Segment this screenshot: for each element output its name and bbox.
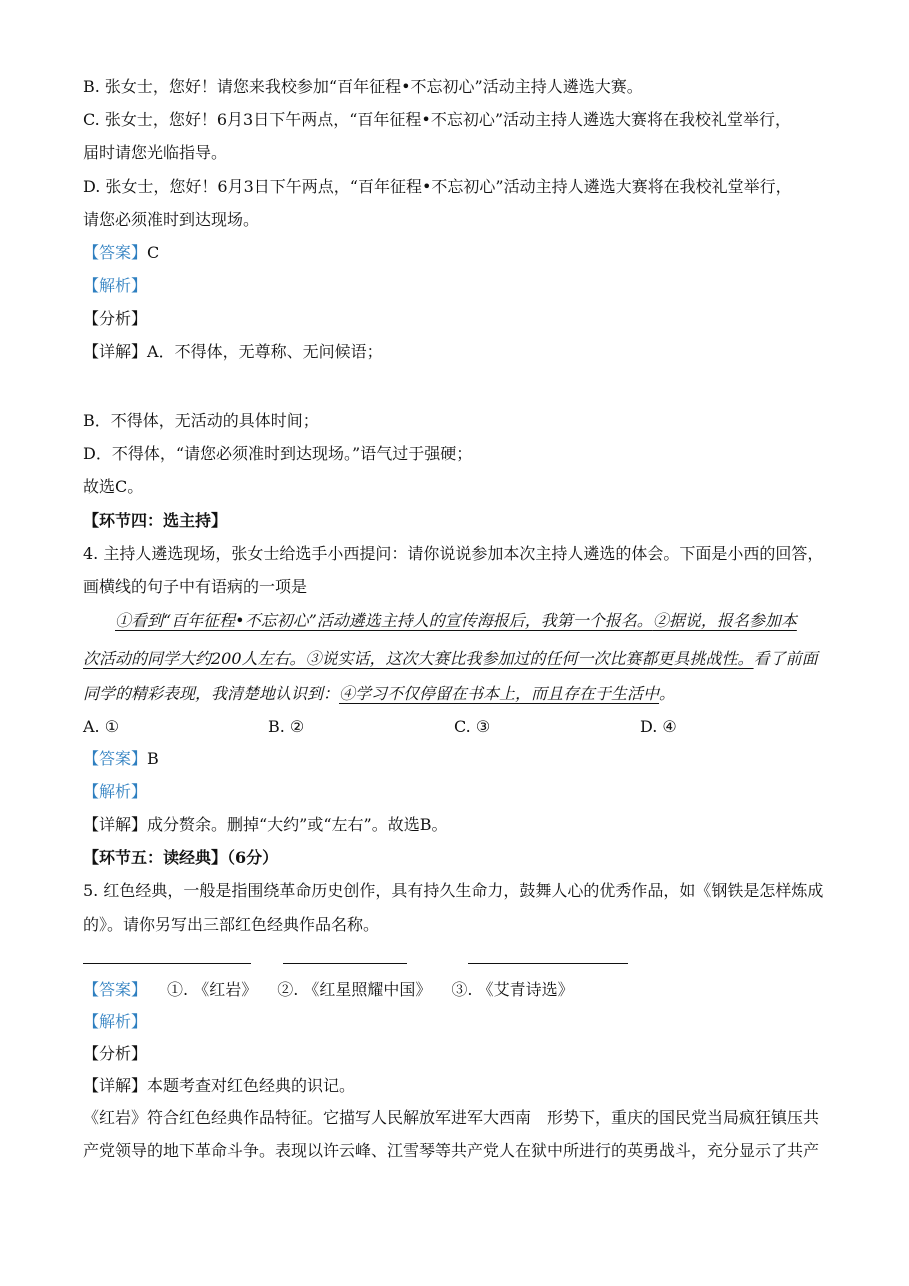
plain-text-1: 看了前面	[753, 649, 818, 668]
section-4-heading: 【环节四：选主持】	[83, 511, 228, 530]
q5-jiexi-tag: 【解析】	[83, 1012, 148, 1031]
option-c-line2: 届时请您光临指导。	[83, 143, 228, 162]
sentence-2a: ②据说，报名参加本	[652, 611, 797, 630]
sentence-3: ③说实话，这次大赛比我参加过的任何一次比赛都更具挑战性。	[305, 649, 754, 668]
q5-para-line2: 产党领导的地下革命斗争。表现以许云峰、江雪琴等共产党人在狱中所进行的英勇战斗，充分显示了共产	[83, 1141, 820, 1160]
option-d-line1: D. 张女士，您好！6月3日下午两点，“百年征程•不忘初心”活动主持人遴选大赛将在我校礼堂举行，	[83, 177, 792, 196]
answer-blank-1	[83, 963, 251, 964]
q4-passage-line1	[115, 610, 797, 632]
answer-blank-2	[283, 963, 407, 964]
answer-tag: 【答案】	[83, 980, 148, 999]
answer-tag: 【答案】	[83, 243, 148, 262]
detail-tag: 【详解】	[83, 342, 148, 361]
q4-passage-line3	[83, 683, 675, 705]
option-d-line2: 请您必须准时到达现场。	[83, 210, 260, 229]
q3-detail-d: D．不得体，“请您必须准时到达现场。”语气过于强硬；	[83, 444, 473, 463]
q5-detail: 【详解】本题考查对红色经典的识记。	[83, 1076, 356, 1095]
answer-tag: 【答案】	[83, 749, 148, 768]
option-b: B. 张女士，您好！请您来我校参加“百年征程•不忘初心”活动主持人遴选大赛。	[83, 77, 643, 96]
q4-jiexi-tag: 【解析】	[83, 782, 148, 801]
q4-option-b: B. ②	[268, 717, 305, 736]
option-c-line1: C. 张女士，您好！6月3日下午两点，“百年征程•不忘初心”活动主持人遴选大赛将在我校礼堂举行，	[83, 110, 792, 129]
q5-stem-line2: 的》。请你另写出三部红色经典作品名称。	[83, 915, 380, 934]
q5-fenxi-tag: 【分析】	[83, 1044, 148, 1063]
q4-option-d: D. ④	[640, 717, 677, 736]
q3-jiexi-tag: 【解析】	[83, 276, 148, 295]
plain-text-2: 同学的精彩表现，我清楚地认识到：	[83, 684, 340, 703]
q3-detail-b: B．不得体，无活动的具体时间；	[83, 411, 319, 430]
sentence-1: ①看到“百年征程•不忘初心”活动遴选主持人的宣传海报后，我第一个报名。	[115, 611, 653, 630]
sentence-2b: 次活动的同学大约200人左右。	[83, 649, 306, 668]
q3-answer	[83, 242, 159, 264]
q5-stem-line1: 5. 红色经典，一般是指围绕革命历史创作，具有持久生命力，鼓舞人心的优秀作品，如《钢铁是怎样炼成	[83, 881, 824, 900]
answer-1: ①. 《红岩》	[167, 980, 258, 999]
sentence-4: ④学习不仅停留在书本上，而且存在于生活中	[339, 684, 660, 703]
detail-a: A．不得体，无尊称、无问候语；	[147, 342, 383, 361]
q3-fenxi-tag: 【分析】	[83, 309, 148, 328]
q3-conclusion: 故选C。	[83, 477, 144, 496]
answer-value: B	[147, 749, 159, 768]
section-5-heading: 【环节五：读经典】（6分）	[83, 848, 279, 867]
q4-option-a: A. ①	[83, 717, 120, 736]
q4-passage-line2	[83, 648, 818, 670]
q4-stem-line2: 画横线的句子中有语病的一项是	[83, 577, 308, 596]
answer-3: ③. 《艾青诗选》	[451, 980, 574, 999]
q4-detail: 【详解】成分赘余。删掉“大约”或“左右”。故选B。	[83, 815, 448, 834]
q4-answer	[83, 748, 159, 770]
q3-detail	[83, 341, 383, 363]
q5-para-line1: 《红岩》符合红色经典作品特征。它描写人民解放军进军大西南 形势下，重庆的国民党当局疯狂镇压共	[83, 1108, 820, 1127]
q4-stem-line1: 4. 主持人遴选现场，张女士给选手小西提问：请你说说参加本次主持人遴选的体会。下面是小西的回答，	[83, 544, 824, 563]
answer-2: ②. 《红星照耀中国》	[277, 980, 432, 999]
passage-end: 。	[659, 684, 676, 703]
answer-blank-3	[468, 963, 628, 964]
q5-answer	[83, 979, 574, 1001]
q4-option-c: C. ③	[454, 717, 491, 736]
answer-value: C	[147, 243, 160, 262]
